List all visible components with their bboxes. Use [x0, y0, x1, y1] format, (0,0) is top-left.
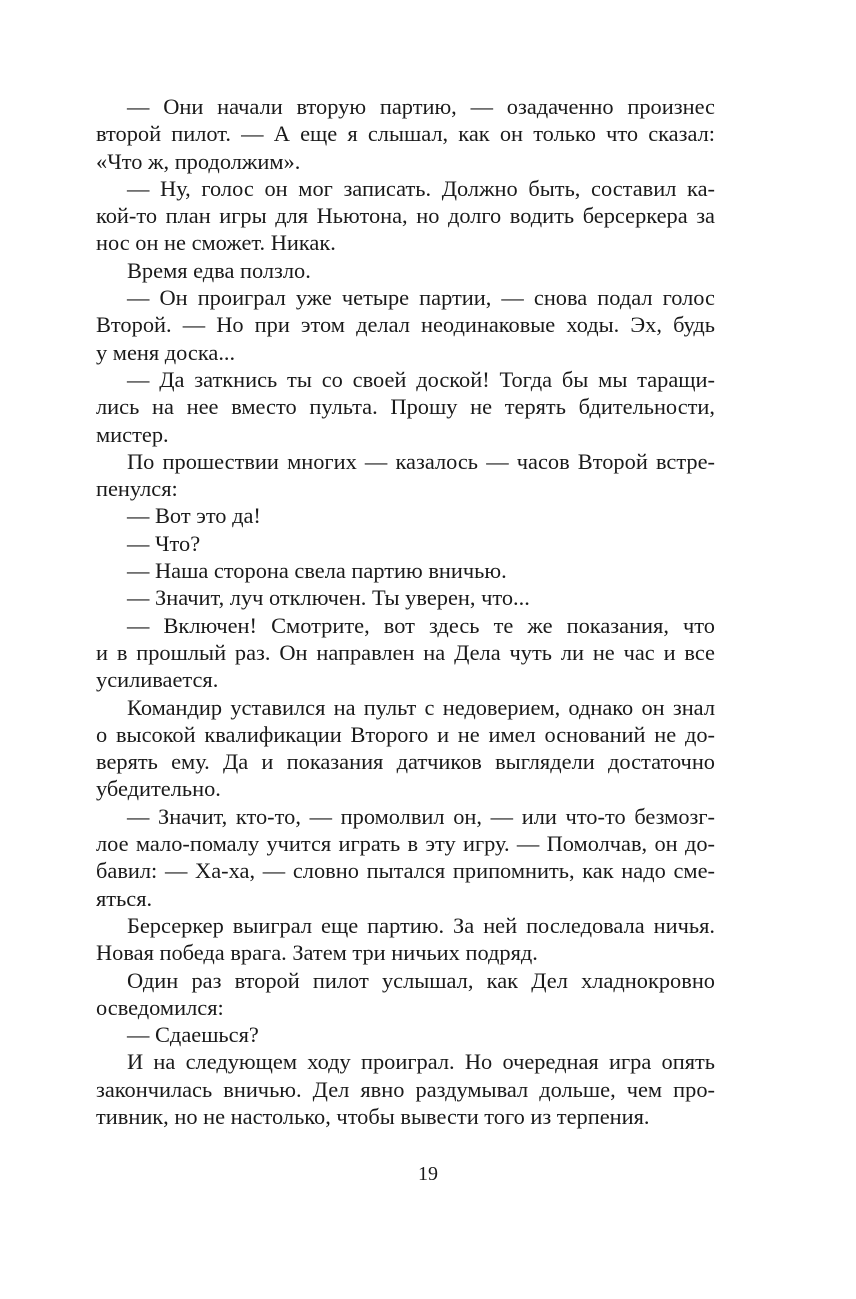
paragraph: [96, 612, 715, 694]
text-line: кой-то план игры для Ньютона, но долго водить берсеркера за: [96, 203, 715, 229]
text-line: «Что ж, продолжим».: [96, 148, 301, 174]
text-line: второй пилот. — А еще я слышал, как он только что сказал:: [96, 121, 715, 147]
paragraph: [96, 912, 715, 967]
paragraph: [96, 448, 715, 503]
text-line: пенулся:: [96, 476, 178, 502]
page-number: 19: [418, 1163, 438, 1185]
text-line: Новая победа врага. Затем три ничьих подряд.: [96, 940, 538, 966]
text-line: убедительно.: [96, 776, 221, 802]
text-line: закончилась вничью. Дел явно раздумывал дольше, чем про-: [96, 1076, 715, 1102]
text-line: осведомился:: [96, 994, 224, 1020]
text-line: — Он проиграл уже четыре партии, — снова подал голос: [127, 285, 715, 311]
paragraph: [96, 284, 715, 366]
text-line: — Ну, голос он мог записать. Должно быть, составил ка-: [127, 175, 715, 201]
book-page-text: [96, 93, 715, 1130]
text-line: — Наша сторона свела партию вничью.: [127, 558, 507, 584]
text-line: — Да заткнись ты со своей доской! Тогда бы мы таращи-: [127, 366, 715, 392]
text-line: лое мало-помалу учится играть в эту игру. — Помолчав, он до-: [96, 831, 715, 857]
paragraph: [96, 1048, 715, 1130]
text-line: нос он не сможет. Никак.: [96, 230, 336, 256]
paragraph: [96, 967, 715, 1022]
text-line: яться.: [96, 885, 153, 911]
text-line: мистер.: [96, 421, 169, 447]
text-line: — Что?: [127, 530, 201, 556]
text-line: — Вот это да!: [127, 503, 261, 529]
text-line: усиливается.: [96, 667, 219, 693]
text-line: Второй. — Но при этом делал неодинаковые ходы. Эх, будь: [96, 312, 715, 338]
text-line: о высокой квалификации Второго и не имел оснований не до-: [96, 721, 715, 747]
paragraph: [96, 1021, 715, 1048]
text-line: тивник, но не настолько, чтобы вывести того из терпения.: [96, 1103, 650, 1129]
text-line: Командир уставился на пульт с недоверием, однако он знал: [127, 694, 715, 720]
paragraph: [96, 175, 715, 257]
text-line: бавил: — Ха-ха, — словно пытался припомнить, как надо сме-: [96, 858, 715, 884]
text-line: — Они начали вторую партию, — озадаченно произнес: [127, 94, 715, 119]
text-line: верять ему. Да и показания датчиков выглядели достаточно: [96, 749, 715, 775]
text-line: — Включен! Смотрите, вот здесь те же показания, что: [127, 612, 715, 638]
text-line: лись на нее вместо пульта. Прошу не терять бдительности,: [96, 394, 715, 420]
text-line: и в прошлый раз. Он направлен на Дела чуть ли не час и все: [96, 639, 715, 665]
paragraph: [96, 93, 715, 175]
paragraph: [96, 257, 715, 284]
paragraph: [96, 694, 715, 803]
paragraph: [96, 584, 715, 611]
text-line: — Сдаешься?: [127, 1022, 259, 1048]
text-line: Время едва ползло.: [127, 257, 311, 283]
text-line: — Значит, кто-то, — промолвил он, — или что-то безмозг-: [127, 803, 715, 829]
paragraph: [96, 366, 715, 448]
paragraph: [96, 803, 715, 912]
text-line: И на следующем ходу проиграл. Но очередная игра опять: [127, 1049, 715, 1075]
paragraph: [96, 530, 715, 557]
text-line: у меня доска...: [96, 339, 236, 365]
paragraph: [96, 502, 715, 529]
text-line: Один раз второй пилот услышал, как Дел хладнокровно: [127, 967, 715, 993]
text-line: Берсеркер выиграл еще партию. За ней последовала ничья.: [127, 912, 715, 938]
text-line: — Значит, луч отключен. Ты уверен, что...: [127, 585, 530, 611]
paragraph: [96, 557, 715, 584]
text-line: По прошествии многих — казалось — часов Второй встре-: [127, 448, 715, 474]
